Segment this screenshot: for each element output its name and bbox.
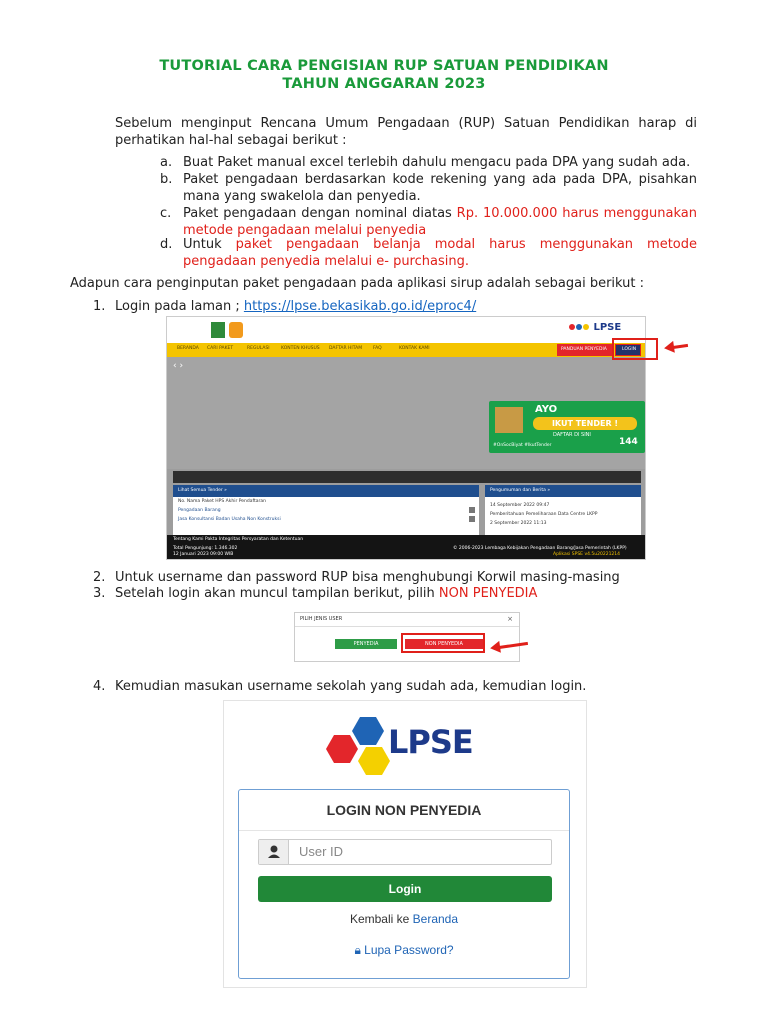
step-text: Kemudian masukan username sekolah yang sudah ada, kemudian login. xyxy=(115,679,587,694)
note-text xyxy=(183,236,697,270)
banner-ayo: AYO xyxy=(535,404,558,415)
news-panel-header[interactable]: Pengumuman dan Berita » xyxy=(485,485,641,497)
footer-version: Aplikasi SPSE v4.5u20221214 xyxy=(553,552,621,557)
lpse-small-logo xyxy=(569,322,621,333)
nav-item[interactable]: KONTAK KAMI xyxy=(399,346,430,351)
news-date: 2 September 2022 11:13 xyxy=(490,521,547,526)
news-title[interactable]: Pemberitahuan Pemeliharaan Data Centre LKPP xyxy=(490,512,598,517)
tender-panel-columns: No. Nama Paket HPS Akhir Pendaftaran xyxy=(178,499,267,504)
note-text-plain: Paket pengadaan dengan nominal diatas xyxy=(183,206,457,221)
nav-item[interactable]: CARI PAKET xyxy=(207,346,234,351)
arrow-left-icon xyxy=(672,344,688,349)
login-button[interactable]: Login xyxy=(258,876,552,902)
intro-paragraph: Sebelum menginput Rencana Umum Pengadaan (RUP) Satuan Pendidikan harap di perhatikan hal-hal sebagai berikut : xyxy=(115,116,697,148)
hex-red-icon xyxy=(569,324,575,330)
step-3 xyxy=(93,585,697,602)
table-row[interactable] xyxy=(173,515,479,524)
box-icon xyxy=(495,407,523,433)
doc-title-line2: TAHUN ANGGARAN 2023 xyxy=(282,76,486,92)
card-divider xyxy=(239,830,569,831)
lpse-footer xyxy=(167,535,646,560)
tender-panel-header[interactable]: Lihat Semua Tender » xyxy=(173,485,479,497)
login-highlight-box xyxy=(612,338,658,360)
lpse-logo-text: LPSE xyxy=(388,723,473,761)
carousel-arrows-icon[interactable]: ‹ › xyxy=(173,361,184,371)
banner-hashtag: #OnSocBiyat #IkutTender xyxy=(493,443,552,448)
news-date: 14 September 2022 09:47 xyxy=(490,503,550,508)
kabupaten-logo-icon xyxy=(211,321,249,339)
login-card xyxy=(238,789,570,979)
note-marker: b. xyxy=(160,172,173,187)
panduan-button[interactable] xyxy=(557,344,613,356)
doc-title-line1: TUTORIAL CARA PENGISIAN RUP SATUAN PENDIDIKAN xyxy=(159,58,609,74)
search-bar xyxy=(173,471,641,483)
table-row[interactable] xyxy=(173,506,479,515)
step-marker: 3. xyxy=(93,586,106,601)
procedure-intro: Adapun cara penginputan paket pengadaan pada aplikasi sirup adalah sebagai berikut : xyxy=(70,276,645,291)
nav-item[interactable]: BERANDA xyxy=(177,346,199,351)
footer-links[interactable]: Tentang Kami Pakta Integritas Persyaratan dan Ketentuan xyxy=(173,537,304,542)
beranda-link[interactable]: Beranda xyxy=(412,912,459,926)
login-title: LOGIN NON PENYEDIA xyxy=(326,802,482,818)
news-panel xyxy=(485,485,641,535)
note-d xyxy=(160,236,697,270)
step-text xyxy=(115,298,697,315)
tender-panel xyxy=(173,485,479,535)
forgot-password-label: Lupa Password? xyxy=(364,943,454,957)
step-4 xyxy=(93,678,697,695)
non-penyedia-button[interactable]: NON PENYEDIA xyxy=(405,639,483,649)
userid-input[interactable] xyxy=(258,839,552,865)
lpse-home-screenshot xyxy=(166,316,646,560)
step-text: Untuk username dan password RUP bisa menghubungi Korwil masing-masing xyxy=(115,570,620,585)
step-1 xyxy=(93,298,697,315)
note-text xyxy=(183,205,697,239)
banner-ikut: IKUT TENDER ! xyxy=(533,417,637,430)
step-text-plain: Login pada laman ; xyxy=(115,299,244,314)
back-text: Kembali ke xyxy=(349,912,413,926)
dialog-divider xyxy=(295,626,519,627)
note-text-red: Rp. 10.000.000 harus menggunakan metode pengadaan melalui penyedia xyxy=(183,206,697,238)
hero-carousel xyxy=(167,357,646,469)
hex-yellow-icon xyxy=(583,324,589,330)
nav-item[interactable]: DAFTAR HITAM xyxy=(329,346,363,351)
hex-blue-icon xyxy=(576,324,582,330)
note-text: Paket pengadaan berdasarkan kode rekening yang ada pada DPA, pisahkan mana yang swakelola dan penyedia. xyxy=(183,172,697,204)
step-text-plain: Setelah login akan muncul tampilan berikut, pilih xyxy=(115,586,439,601)
lpse-small-logo-text: LPSE xyxy=(593,322,622,333)
note-text: Buat Paket manual excel terlebih dahulu mengacu pada DPA yang sudah ada. xyxy=(183,155,691,170)
nav-item[interactable]: FAQ xyxy=(373,346,382,351)
banner-number: 144 xyxy=(619,437,638,447)
login-screenshot xyxy=(223,700,587,988)
step-text xyxy=(115,585,697,602)
userid-placeholder: User ID xyxy=(299,844,344,859)
nav-item[interactable]: REGULASI xyxy=(247,346,270,351)
note-marker: d. xyxy=(160,237,173,252)
step-marker: 1. xyxy=(93,299,106,314)
panduan-label: PANDUAN PENYEDIA xyxy=(561,347,607,352)
forgot-password-link[interactable] xyxy=(239,943,569,958)
note-text-red: paket pengadaan belanja modal harus menggunakan metode pengadaan penyedia melalui e- purchasing. xyxy=(183,237,697,269)
footer-copyright: © 2006-2023 Lembaga Kebijakan Pengadaan Barang/Jasa Pemerintah (LKPP) xyxy=(453,546,627,551)
nav-item[interactable]: KONTEN KHUSUS xyxy=(281,346,320,351)
note-a xyxy=(160,154,697,171)
back-line xyxy=(239,912,569,926)
footer-date: 12 Januari 2023 09:00 WIB xyxy=(173,552,234,557)
step-highlight: NON PENYEDIA xyxy=(438,586,538,601)
step-marker: 2. xyxy=(93,570,106,585)
note-marker: a. xyxy=(160,155,173,170)
close-icon[interactable]: × xyxy=(507,615,513,623)
lpse-link[interactable]: https://lpse.bekasikab.go.id/eproc4/ xyxy=(243,299,477,314)
note-c xyxy=(160,205,697,239)
note-marker: c. xyxy=(160,206,172,221)
tender-row-label: Pengadaan Barang xyxy=(178,508,221,513)
step-marker: 4. xyxy=(93,679,106,694)
dialog-title: PILIH JENIS USER xyxy=(300,616,343,622)
ikut-tender-banner[interactable] xyxy=(489,401,645,453)
lock-icon: 🔒︎ xyxy=(354,943,365,957)
penyedia-button[interactable]: PENYEDIA xyxy=(335,639,397,649)
tender-row-label: Jasa Konsultansi Badan Usaha Non Konstruksi xyxy=(178,517,281,522)
banner-daftar: DAFTAR DI SINI xyxy=(553,432,591,438)
lpse-login-label: LOGIN xyxy=(622,347,637,352)
note-text-plain: Untuk xyxy=(183,237,236,252)
user-icon xyxy=(259,840,289,864)
non-penyedia-highlight-box xyxy=(401,633,485,653)
expand-icon[interactable] xyxy=(469,516,475,522)
expand-icon[interactable] xyxy=(469,507,475,513)
step-2 xyxy=(93,569,697,586)
footer-visitors: Total Pengunjung: 1.346.302 xyxy=(173,546,238,551)
note-b xyxy=(160,171,697,205)
